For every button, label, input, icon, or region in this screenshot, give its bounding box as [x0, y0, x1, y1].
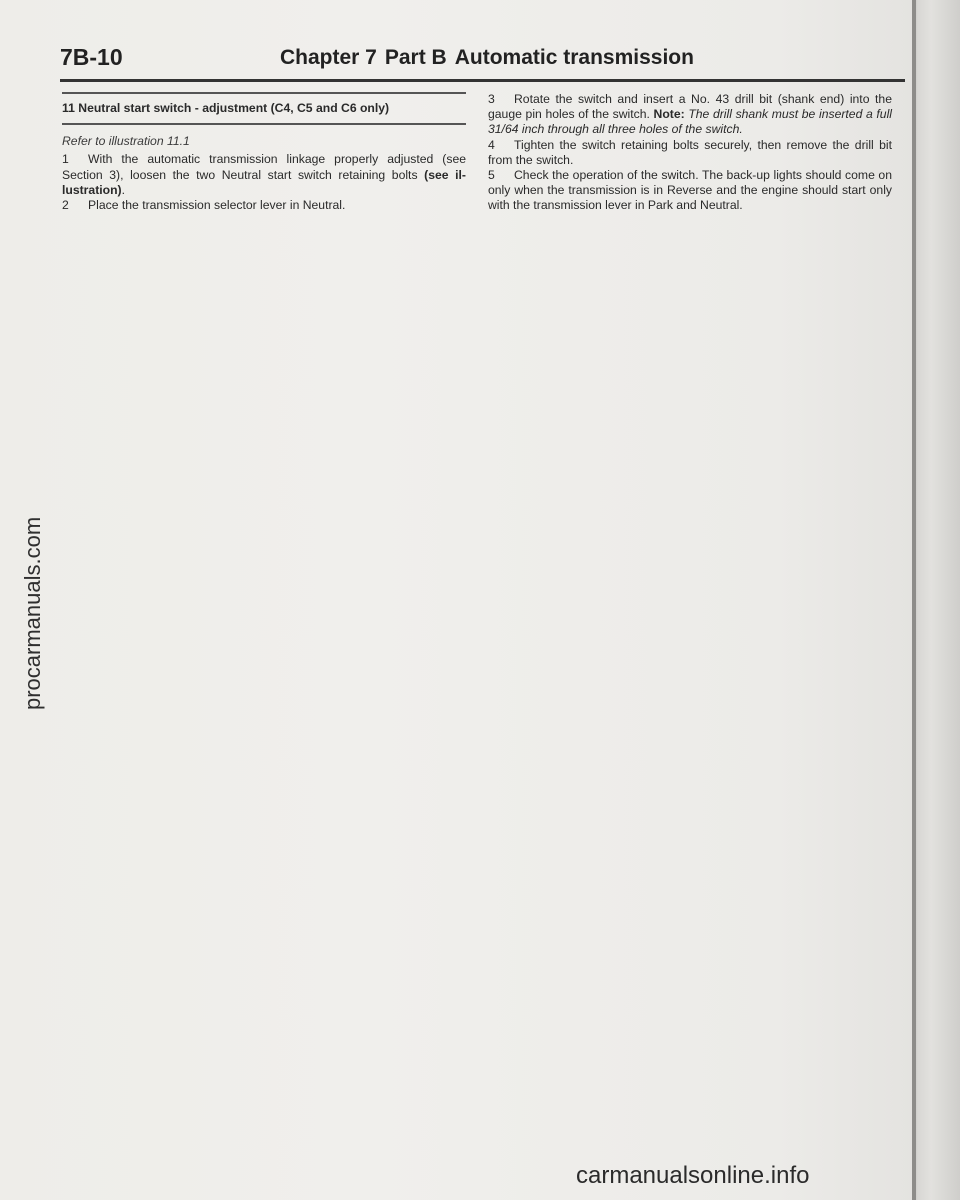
page-gutter-line — [912, 0, 916, 1200]
step-text: With the automatic transmission linkage properly adjusted (see Section 3), loosen the two Neutral start switch retaining bolts — [62, 152, 466, 182]
illustration-callout: (see il-lustration) — [62, 167, 466, 197]
note-text: The drill shank must be inserted a full 31/64 inch through all three holes of the switch. — [488, 107, 892, 137]
step-number: 4 — [488, 137, 495, 152]
step-4 — [488, 138, 892, 168]
step-2 — [62, 198, 466, 213]
step-number: 5 — [488, 168, 495, 183]
step-text: Place the transmission selector lever in Neutral. — [88, 198, 346, 213]
header-rule — [60, 79, 905, 82]
chapter-label: Chapter 7 — [280, 46, 377, 69]
step-text-end: . — [121, 182, 125, 197]
step-number: 2 — [62, 198, 69, 213]
chapter-title — [280, 46, 694, 70]
right-column — [488, 92, 892, 214]
part-label: Part B — [384, 46, 447, 69]
step-text: Check the operation of the switch. The back-up lights should come on only when the transmission is in Reverse and the engine should start only with the transmission lever in Park and Neutral. — [488, 168, 892, 213]
page-number: 7B-10 — [60, 44, 123, 70]
step-5 — [488, 168, 892, 214]
step-text: Rotate the switch and insert a No. 43 drill bit (shank end) into the gauge pin holes of the switch. — [488, 92, 892, 122]
watermark-carmanualsonline: carmanualsonline.info — [576, 1162, 810, 1189]
subject-label: Automatic transmission — [454, 46, 694, 69]
note-label: Note: — [653, 107, 685, 122]
illustration-reference: Refer to illustration 11.1 — [62, 134, 190, 149]
page-header — [60, 40, 905, 74]
step-text: Tighten the switch retaining bolts securely, then remove the drill bit from the switch. — [488, 137, 892, 167]
step-3 — [488, 92, 892, 138]
left-column — [62, 92, 466, 213]
watermark-procarmanuals: procarmanuals.com — [20, 516, 45, 710]
step-number: 1 — [62, 152, 69, 167]
step-1 — [62, 152, 466, 198]
step-number: 3 — [488, 92, 495, 106]
section-title: 11 Neutral start switch - adjustment (C4, C5 and C6 only) — [62, 101, 390, 115]
page-edge-shadow — [912, 0, 960, 1200]
section-bottom-rule — [62, 123, 466, 125]
